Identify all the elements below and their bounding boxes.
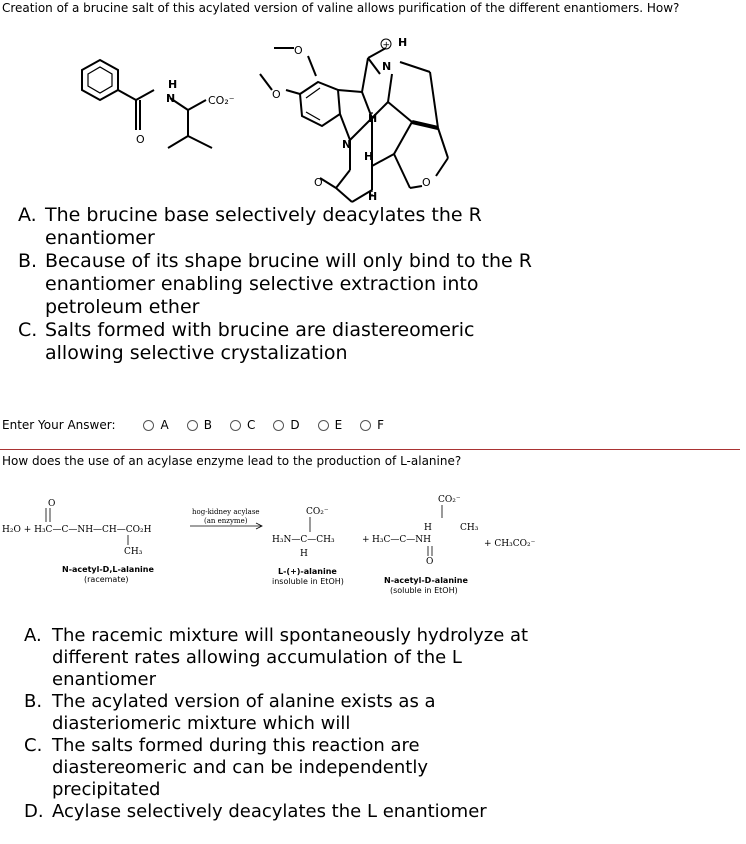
brucine-n-bottom-label: N <box>342 138 352 151</box>
question-1-options <box>18 204 532 365</box>
svg-text:O: O <box>426 557 434 567</box>
svg-text:CO₂⁻: CO₂⁻ <box>306 507 329 517</box>
amide-n-label: N <box>166 92 176 105</box>
q1-option-c: C. Salts formed with brucine are diastereomeric allowing selective crystalization <box>18 319 475 364</box>
radio-a[interactable] <box>143 420 154 431</box>
answer-choice-c[interactable]: C <box>230 418 255 432</box>
section-divider <box>0 449 740 450</box>
plus-charge-label: + <box>382 40 391 51</box>
carboxylate-label: CO₂⁻ <box>208 94 235 107</box>
q2-option-b: B. The acylated version of alanine exists as a diasteriomeric mixture which will <box>24 691 436 734</box>
answer-row <box>2 418 384 432</box>
q1-option-b: B. Because of its shape brucine will only bind to the R enantiomer enabling selective extraction into petroleum ether <box>18 250 532 318</box>
reactant-name: N-acetyl-D,L-alanine <box>62 565 154 574</box>
radio-f[interactable] <box>360 420 371 431</box>
svg-text:CH₃: CH₃ <box>124 547 143 557</box>
q2-option-a: A. The racemic mixture will spontaneously hydrolyze at different rates allowing accumulation of the L enantiomer <box>24 625 529 690</box>
reaction-scheme-image <box>0 490 560 600</box>
radio-e[interactable] <box>318 420 329 431</box>
product-2-name: N-acetyl-D-alanine <box>384 576 468 585</box>
answer-choice-e[interactable]: E <box>318 418 343 432</box>
svg-text:CO₂⁻: CO₂⁻ <box>438 495 461 505</box>
arrow-label-top: hog-kidney acylase <box>192 508 260 516</box>
answer-label: Enter Your Answer: <box>2 418 116 432</box>
answer-choice-a[interactable]: A <box>143 418 168 432</box>
svg-text:O: O <box>136 133 145 146</box>
product-2-note: (soluble in EtOH) <box>390 586 458 595</box>
question-2-options <box>24 625 528 823</box>
amide-h-label: H <box>168 78 178 91</box>
radio-c[interactable] <box>230 420 241 431</box>
brucine-h3-label: H <box>368 190 378 203</box>
answer-choice-b[interactable]: B <box>187 418 212 432</box>
question-1-text: Creation of a brucine salt of this acylated version of valine allows purification of the different enantiomers. How? <box>2 1 680 15</box>
brucine-h-top-label: H <box>398 36 408 49</box>
svg-text:O: O <box>272 88 281 101</box>
svg-text:O: O <box>48 499 56 509</box>
q2-option-d: D. Acylase selectively deacylates the L enantiomer <box>24 801 487 822</box>
reactant-formula: H₂O + H₃C—C—NH—CH—CO₂H <box>2 525 152 535</box>
svg-text:O: O <box>314 176 323 189</box>
brucine-h2-label: H <box>364 150 374 163</box>
answer-choice-d[interactable]: D <box>273 418 299 432</box>
reactant-note: (racemate) <box>84 575 129 584</box>
product-1-formula: H₃N—C—CH₃ <box>272 535 335 545</box>
svg-text:CH₃: CH₃ <box>460 523 479 533</box>
q1-option-a: A. The brucine base selectively deacylates the R enantiomer <box>18 204 482 249</box>
product-2-formula: H₃C—C—NH <box>372 535 431 545</box>
radio-b[interactable] <box>187 420 198 431</box>
svg-text:+ CH₃CO₂⁻: + CH₃CO₂⁻ <box>484 539 536 549</box>
q2-option-c: C. The salts formed during this reaction are diastereomeric and can be independently precipitated <box>24 735 428 800</box>
svg-text:H: H <box>424 523 432 533</box>
answer-choice-f[interactable]: F <box>360 418 384 432</box>
brucine-h1-label: H <box>368 112 378 125</box>
brucine-n-top-label: N <box>382 60 392 73</box>
svg-text:+: + <box>362 535 370 545</box>
radio-d[interactable] <box>273 420 284 431</box>
arrow-label-bottom: (an enzyme) <box>204 517 248 525</box>
brucine-o-ring-label: O <box>422 176 431 189</box>
product-1-note: insoluble in EtOH) <box>272 577 344 586</box>
product-1-name: L-(+)-alanine <box>278 567 337 576</box>
svg-text:H: H <box>300 549 308 559</box>
svg-text:O: O <box>294 44 303 57</box>
question-2-text: How does the use of an acylase enzyme lead to the production of L-alanine? <box>2 454 462 468</box>
